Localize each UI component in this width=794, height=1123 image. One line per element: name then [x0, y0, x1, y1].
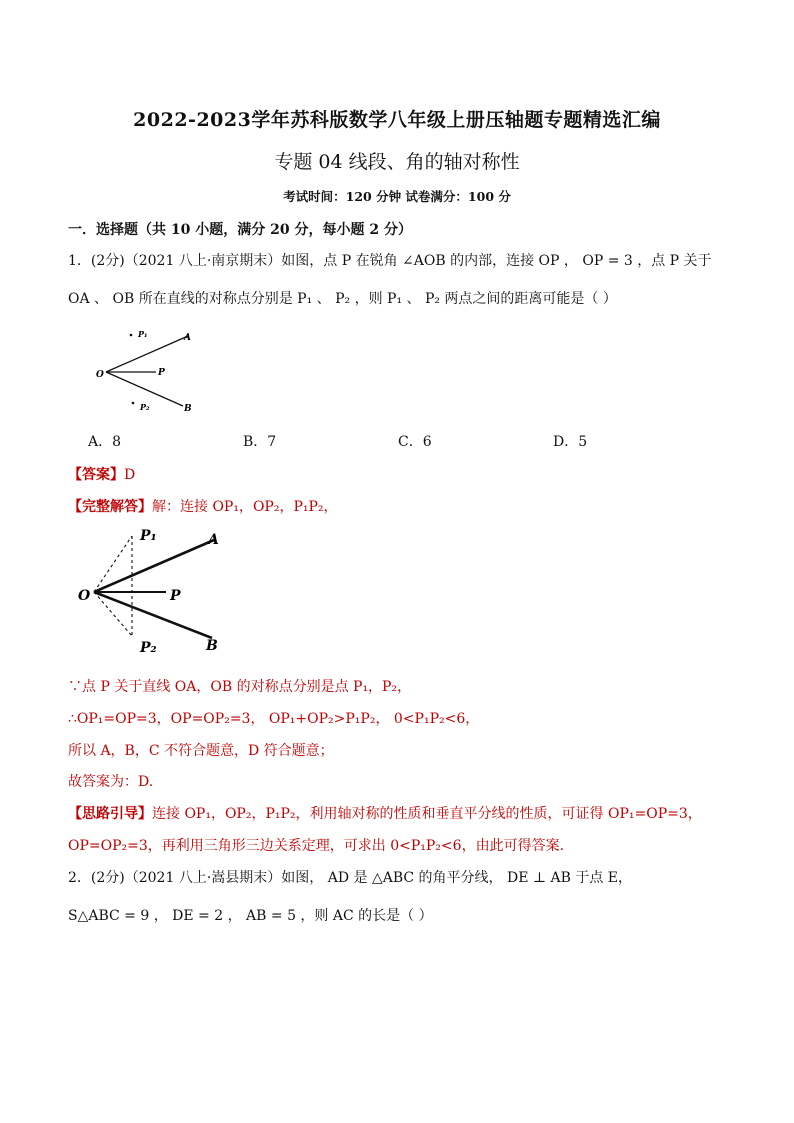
fig1-label-p1: P₁: [138, 329, 148, 339]
exam-meta: 考试时间：120 分钟 试卷满分：100 分: [283, 189, 511, 204]
fig1-label-a: A: [184, 333, 191, 343]
q1-hint-line1: [68, 803, 702, 823]
fig2-label-p: P: [170, 588, 181, 604]
solution-tag: 【完整解答】: [68, 499, 152, 515]
q2-stem-line2: S△ABC = 9 ， DE = 2 ， AB = 5 ，则 AC 的长是（ ）: [68, 908, 433, 924]
hint-text-1: 连接 OP₁，OP₂，P₁P₂，利用轴对称的性质和垂直平分线的性质，可证得 OP₁=OP=3，: [152, 806, 702, 822]
fig2-label-b: B: [206, 638, 218, 654]
fig1-label-o: O: [96, 370, 104, 380]
q1-solution-line3: 所以 A，B，C 不符合题意，D 符合题意；: [68, 743, 334, 759]
q1-solution-line2: ∴OP₁=OP=3，OP=OP₂=3， OP₁+OP₂>P₁P₂， 0<P₁P₂<6，: [68, 711, 480, 727]
q1-answer: [68, 464, 135, 484]
fig2-label-a: A: [208, 532, 219, 548]
q1-figure-solution: [74, 522, 234, 662]
q1-option-a: A．8: [88, 434, 122, 450]
q1-solution-line1: ∵点 P 关于直线 OA，OB 的对称点分别是点 P₁，P₂，: [68, 679, 412, 695]
q1-solution-line4: 故答案为：D.: [68, 774, 154, 790]
fig1-label-b: B: [184, 404, 192, 414]
document-title: 2022-2023学年苏科版数学八年级上册压轴题专题精选汇编: [133, 109, 661, 131]
solution-intro-text: 解：连接 OP₁，OP₂，P₁P₂，: [152, 499, 338, 515]
answer-tag: 【答案】: [68, 467, 124, 483]
answer-value: D: [124, 467, 136, 483]
document-subtitle: 专题 04 线段、角的轴对称性: [274, 151, 520, 173]
q1-stem-line2: OA 、 OB 所在直线的对称点分别是 P₁ 、 P₂ ，则 P₁ 、 P₂ 两点之间的距离可能是（ ）: [68, 291, 617, 307]
q1-option-d: D．5: [553, 434, 588, 450]
q1-solution-intro: [68, 496, 338, 516]
section-heading: 一．选择题（共 10 小题，满分 20 分，每小题 2 分）: [68, 222, 412, 238]
fig2-label-p1: P₁: [140, 528, 157, 544]
fig2-label-p2: P₂: [140, 640, 157, 656]
q1-hint-line2: OP=OP₂=3，再利用三角形三边关系定理，可求出 0<P₁P₂<6，由此可得答案.: [68, 838, 565, 854]
q1-stem-line1: 1．(2分)（2021 八上·南京期末）如图，点 P 在锐角 ∠AOB 的内部，连接 OP ， OP = 3 ，点 P 关于: [68, 253, 712, 269]
fig1-label-p2: P₂: [140, 402, 150, 412]
hint-tag: 【思路引导】: [68, 806, 152, 822]
q1-option-b: B．7: [243, 434, 277, 450]
q2-stem-line1: 2．(2分)（2021 八上·嵩县期末）如图， AD 是 △ABC 的角平分线， DE ⊥ AB 于点 E，: [68, 870, 633, 886]
fig1-label-p: P: [158, 368, 165, 378]
q1-figure-small: [88, 320, 208, 420]
q1-option-c: C．6: [398, 434, 432, 450]
fig2-label-o: O: [78, 588, 91, 604]
